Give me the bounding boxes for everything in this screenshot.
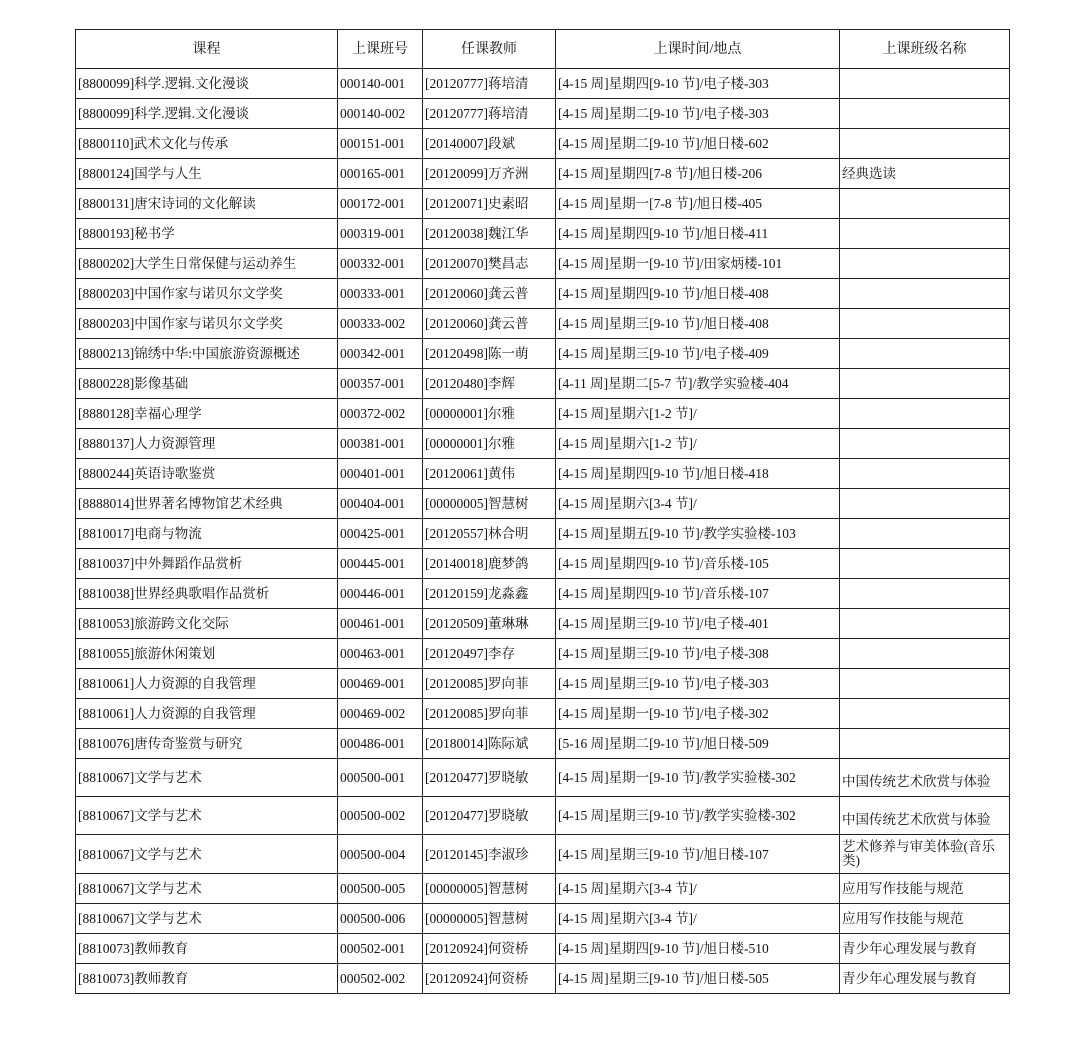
course-cell: [8800213]锦绣中华:中国旅游资源概述 — [76, 339, 338, 369]
class-no-cell: 000446-001 — [338, 579, 423, 609]
class-no-cell: 000140-002 — [338, 99, 423, 129]
table-row — [76, 249, 1010, 279]
course-cell: [8810061]人力资源的自我管理 — [76, 699, 338, 729]
class-name-cell — [840, 459, 1010, 489]
class-no-cell: 000461-001 — [338, 609, 423, 639]
course-cell: [8800131]唐宋诗词的文化解读 — [76, 189, 338, 219]
table-row — [76, 609, 1010, 639]
teacher-cell: [20120038]魏江华 — [423, 219, 556, 249]
class-no-cell: 000401-001 — [338, 459, 423, 489]
time-place-cell: [4-15 周]星期四[9-10 节]/旭日楼-411 — [556, 219, 840, 249]
table-row — [76, 189, 1010, 219]
time-place-cell: [4-15 周]星期二[9-10 节]/电子楼-303 — [556, 99, 840, 129]
table-row — [76, 459, 1010, 489]
class-name-cell — [840, 99, 1010, 129]
class-no-cell: 000486-001 — [338, 729, 423, 759]
class-no-cell: 000151-001 — [338, 129, 423, 159]
class-name-cell — [840, 189, 1010, 219]
time-place-cell: [4-15 周]星期六[1-2 节]/ — [556, 429, 840, 459]
table-row — [76, 159, 1010, 189]
table-row — [76, 729, 1010, 759]
table-row — [76, 399, 1010, 429]
class-no-cell: 000332-001 — [338, 249, 423, 279]
class-no-cell: 000381-001 — [338, 429, 423, 459]
time-place-cell: [4-15 周]星期六[1-2 节]/ — [556, 399, 840, 429]
teacher-cell: [20120060]龚云普 — [423, 309, 556, 339]
class-name-cell: 应用写作技能与规范 — [840, 904, 1010, 934]
class-name-cell: 青少年心理发展与教育 — [840, 964, 1010, 994]
teacher-cell: [00000001]尔雅 — [423, 399, 556, 429]
teacher-cell: [00000005]智慧树 — [423, 489, 556, 519]
time-place-cell: [5-16 周]星期二[9-10 节]/旭日楼-509 — [556, 729, 840, 759]
class-name-cell — [840, 309, 1010, 339]
course-cell: [8810055]旅游休闲策划 — [76, 639, 338, 669]
course-cell: [8810073]教师教育 — [76, 964, 338, 994]
time-place-cell: [4-15 周]星期五[9-10 节]/教学实验楼-103 — [556, 519, 840, 549]
course-cell: [8810067]文学与艺术 — [76, 759, 338, 797]
course-cell: [8888014]世界著名博物馆艺术经典 — [76, 489, 338, 519]
course-cell: [8800124]国学与人生 — [76, 159, 338, 189]
class-no-cell: 000333-001 — [338, 279, 423, 309]
time-place-cell: [4-15 周]星期一[7-8 节]/旭日楼-405 — [556, 189, 840, 219]
teacher-cell: [20140007]段斌 — [423, 129, 556, 159]
table-row — [76, 369, 1010, 399]
course-cell: [8810038]世界经典歌唱作品赏析 — [76, 579, 338, 609]
class-no-cell: 000357-001 — [338, 369, 423, 399]
table-row — [76, 219, 1010, 249]
class-name-cell — [840, 579, 1010, 609]
teacher-cell: [20120085]罗向菲 — [423, 669, 556, 699]
class-name-cell — [840, 279, 1010, 309]
course-cell: [8800193]秘书学 — [76, 219, 338, 249]
class-name-cell — [840, 339, 1010, 369]
class-name-cell — [840, 429, 1010, 459]
teacher-cell: [20120145]李淑珍 — [423, 835, 556, 874]
header-row — [76, 30, 1010, 69]
time-place-cell: [4-15 周]星期四[9-10 节]/旭日楼-510 — [556, 934, 840, 964]
table-row — [76, 489, 1010, 519]
class-name-cell — [840, 129, 1010, 159]
class-name-cell: 中国传统艺术欣赏与体验 — [840, 759, 1010, 797]
class-no-cell: 000502-001 — [338, 934, 423, 964]
course-cell: [8800203]中国作家与诺贝尔文学奖 — [76, 309, 338, 339]
teacher-cell: [20140018]鹿梦鸽 — [423, 549, 556, 579]
time-place-cell: [4-15 周]星期四[9-10 节]/音乐楼-105 — [556, 549, 840, 579]
course-cell: [8810061]人力资源的自我管理 — [76, 669, 338, 699]
class-name-cell — [840, 519, 1010, 549]
class-no-cell: 000469-002 — [338, 699, 423, 729]
class-name-cell — [840, 399, 1010, 429]
time-place-cell: [4-15 周]星期三[9-10 节]/教学实验楼-302 — [556, 797, 840, 835]
header-time-place: 上课时间/地点 — [556, 30, 840, 69]
time-place-cell: [4-15 周]星期三[9-10 节]/旭日楼-107 — [556, 835, 840, 874]
table-row — [76, 519, 1010, 549]
table-row — [76, 669, 1010, 699]
table-row — [76, 904, 1010, 934]
teacher-cell: [20120477]罗晓敏 — [423, 759, 556, 797]
time-place-cell: [4-15 周]星期四[9-10 节]/音乐楼-107 — [556, 579, 840, 609]
table-row — [76, 835, 1010, 874]
teacher-cell: [20120159]龙淼鑫 — [423, 579, 556, 609]
class-no-cell: 000140-001 — [338, 69, 423, 99]
table-row — [76, 934, 1010, 964]
teacher-cell: [20120071]史素昭 — [423, 189, 556, 219]
course-cell: [8810017]电商与物流 — [76, 519, 338, 549]
table-row — [76, 279, 1010, 309]
class-no-cell: 000342-001 — [338, 339, 423, 369]
course-schedule-table — [75, 29, 1010, 994]
time-place-cell: [4-15 周]星期六[3-4 节]/ — [556, 904, 840, 934]
time-place-cell: [4-15 周]星期三[9-10 节]/旭日楼-408 — [556, 309, 840, 339]
class-no-cell: 000500-001 — [338, 759, 423, 797]
class-name-cell — [840, 219, 1010, 249]
table-row — [76, 309, 1010, 339]
table-row — [76, 339, 1010, 369]
course-cell: [8800099]科学.逻辑.文化漫谈 — [76, 99, 338, 129]
time-place-cell: [4-11 周]星期二[5-7 节]/教学实验楼-404 — [556, 369, 840, 399]
class-no-cell: 000333-002 — [338, 309, 423, 339]
course-cell: [8810076]唐传奇鉴赏与研究 — [76, 729, 338, 759]
class-name-cell: 应用写作技能与规范 — [840, 874, 1010, 904]
header-class-name: 上课班级名称 — [840, 30, 1010, 69]
class-name-cell — [840, 639, 1010, 669]
class-name-cell — [840, 549, 1010, 579]
teacher-cell: [20120061]黄伟 — [423, 459, 556, 489]
class-name-cell — [840, 699, 1010, 729]
teacher-cell: [20120085]罗向菲 — [423, 699, 556, 729]
header-class-no: 上课班号 — [338, 30, 423, 69]
class-no-cell: 000500-002 — [338, 797, 423, 835]
time-place-cell: [4-15 周]星期三[9-10 节]/电子楼-308 — [556, 639, 840, 669]
class-name-cell — [840, 729, 1010, 759]
class-no-cell: 000469-001 — [338, 669, 423, 699]
teacher-cell: [00000001]尔雅 — [423, 429, 556, 459]
class-name-cell — [840, 489, 1010, 519]
time-place-cell: [4-15 周]星期六[3-4 节]/ — [556, 489, 840, 519]
time-place-cell: [4-15 周]星期一[9-10 节]/田家炳楼-101 — [556, 249, 840, 279]
class-name-cell — [840, 69, 1010, 99]
class-name-cell — [840, 249, 1010, 279]
teacher-cell: [20120777]蒋培清 — [423, 99, 556, 129]
time-place-cell: [4-15 周]星期一[9-10 节]/教学实验楼-302 — [556, 759, 840, 797]
class-no-cell: 000165-001 — [338, 159, 423, 189]
teacher-cell: [20120509]董琳琳 — [423, 609, 556, 639]
table-row — [76, 69, 1010, 99]
table-row — [76, 549, 1010, 579]
course-cell: [8800202]大学生日常保健与运动养生 — [76, 249, 338, 279]
time-place-cell: [4-15 周]星期一[9-10 节]/电子楼-302 — [556, 699, 840, 729]
teacher-cell: [20120497]李存 — [423, 639, 556, 669]
time-place-cell: [4-15 周]星期六[3-4 节]/ — [556, 874, 840, 904]
class-no-cell: 000500-004 — [338, 835, 423, 874]
table-row — [76, 129, 1010, 159]
teacher-cell: [20120924]何资桥 — [423, 934, 556, 964]
table-row — [76, 99, 1010, 129]
teacher-cell: [20120070]樊昌志 — [423, 249, 556, 279]
time-place-cell: [4-15 周]星期三[9-10 节]/旭日楼-505 — [556, 964, 840, 994]
class-no-cell: 000172-001 — [338, 189, 423, 219]
class-no-cell: 000404-001 — [338, 489, 423, 519]
teacher-cell: [20120477]罗晓敏 — [423, 797, 556, 835]
table-row — [76, 699, 1010, 729]
teacher-cell: [20120480]李辉 — [423, 369, 556, 399]
header-course: 课程 — [76, 30, 338, 69]
class-no-cell: 000372-002 — [338, 399, 423, 429]
class-name-cell — [840, 669, 1010, 699]
time-place-cell: [4-15 周]星期四[9-10 节]/旭日楼-418 — [556, 459, 840, 489]
course-cell: [8800228]影像基础 — [76, 369, 338, 399]
teacher-cell: [20120099]万齐洲 — [423, 159, 556, 189]
course-cell: [8810067]文学与艺术 — [76, 797, 338, 835]
course-cell: [8800110]武术文化与传承 — [76, 129, 338, 159]
course-cell: [8800244]英语诗歌鉴赏 — [76, 459, 338, 489]
course-cell: [8810067]文学与艺术 — [76, 904, 338, 934]
class-no-cell: 000445-001 — [338, 549, 423, 579]
class-no-cell: 000502-002 — [338, 964, 423, 994]
course-cell: [8800099]科学.逻辑.文化漫谈 — [76, 69, 338, 99]
time-place-cell: [4-15 周]星期二[9-10 节]/旭日楼-602 — [556, 129, 840, 159]
teacher-cell: [20120777]蒋培清 — [423, 69, 556, 99]
class-name-cell: 经典选读 — [840, 159, 1010, 189]
table-row — [76, 429, 1010, 459]
class-no-cell: 000500-006 — [338, 904, 423, 934]
table-row — [76, 579, 1010, 609]
course-cell: [8810037]中外舞蹈作品赏析 — [76, 549, 338, 579]
teacher-cell: [20120060]龚云普 — [423, 279, 556, 309]
teacher-cell: [20120924]何资桥 — [423, 964, 556, 994]
teacher-cell: [00000005]智慧树 — [423, 874, 556, 904]
course-cell: [8880137]人力资源管理 — [76, 429, 338, 459]
time-place-cell: [4-15 周]星期三[9-10 节]/电子楼-303 — [556, 669, 840, 699]
course-cell: [8810053]旅游跨文化交际 — [76, 609, 338, 639]
class-no-cell: 000425-001 — [338, 519, 423, 549]
teacher-cell: [20180014]陈际斌 — [423, 729, 556, 759]
time-place-cell: [4-15 周]星期四[9-10 节]/电子楼-303 — [556, 69, 840, 99]
class-name-cell — [840, 609, 1010, 639]
course-cell: [8810067]文学与艺术 — [76, 835, 338, 874]
table-row — [76, 797, 1010, 835]
time-place-cell: [4-15 周]星期四[9-10 节]/旭日楼-408 — [556, 279, 840, 309]
teacher-cell: [20120498]陈一萌 — [423, 339, 556, 369]
class-no-cell: 000319-001 — [338, 219, 423, 249]
time-place-cell: [4-15 周]星期三[9-10 节]/电子楼-409 — [556, 339, 840, 369]
teacher-cell: [00000005]智慧树 — [423, 904, 556, 934]
class-no-cell: 000463-001 — [338, 639, 423, 669]
course-cell: [8880128]幸福心理学 — [76, 399, 338, 429]
course-cell: [8800203]中国作家与诺贝尔文学奖 — [76, 279, 338, 309]
table-row — [76, 759, 1010, 797]
course-cell: [8810073]教师教育 — [76, 934, 338, 964]
time-place-cell: [4-15 周]星期四[7-8 节]/旭日楼-206 — [556, 159, 840, 189]
class-name-cell: 艺术修养与审美体验(音乐类) — [840, 835, 1010, 874]
table-row — [76, 639, 1010, 669]
teacher-cell: [20120557]林合明 — [423, 519, 556, 549]
class-name-cell — [840, 369, 1010, 399]
header-teacher: 任课教师 — [423, 30, 556, 69]
class-name-cell: 中国传统艺术欣赏与体验 — [840, 797, 1010, 835]
table-row — [76, 964, 1010, 994]
table-row — [76, 874, 1010, 904]
course-cell: [8810067]文学与艺术 — [76, 874, 338, 904]
time-place-cell: [4-15 周]星期三[9-10 节]/电子楼-401 — [556, 609, 840, 639]
class-no-cell: 000500-005 — [338, 874, 423, 904]
class-name-cell: 青少年心理发展与教育 — [840, 934, 1010, 964]
